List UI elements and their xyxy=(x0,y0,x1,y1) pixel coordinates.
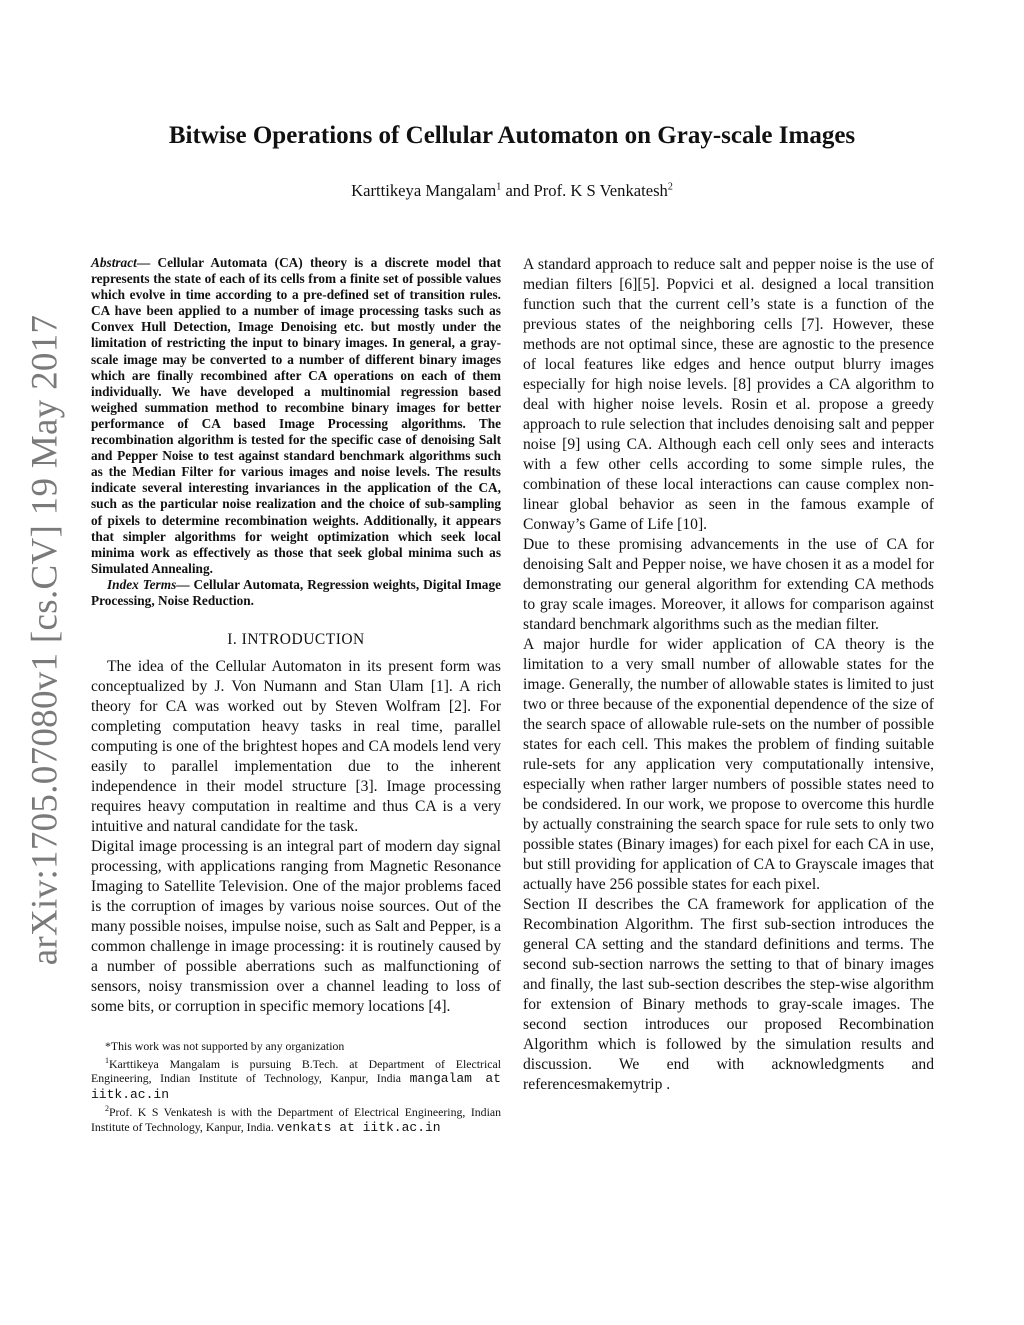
footnote-1-email: mangalam at iitk.ac.in xyxy=(91,1071,501,1102)
index-terms xyxy=(91,577,501,609)
footnote-funding: *This work was not supported by any organization xyxy=(105,1039,345,1054)
arxiv-identifier-stamp: arXiv:1705.07080v1 [cs.CV] 19 May 2017 xyxy=(24,314,66,966)
index-terms-lead: Index Terms xyxy=(107,576,177,592)
author-2-affiliation-mark: 2 xyxy=(667,181,673,193)
intro-paragraph: Due to these promising advancements in the use of CA for denoising Salt and Pepper noise, we have chosen it as a model for demonstrating our general algorithm for extending CA methods to gray scale images. Moreover, it allows for comparison against standard benchmark algorithms such as the median filter. xyxy=(523,536,934,633)
author-line xyxy=(0,181,1024,201)
abstract-lead: Abstract xyxy=(91,255,137,270)
footnote-2-text: Prof. K S Venkatesh is with the Department of Electrical Engineering, Indian Institute of Technology, Kanpur, India. xyxy=(91,1105,501,1134)
paper-title: Bitwise Operations of Cellular Automaton on Gray-scale Images xyxy=(168,122,856,149)
footnote-2-email: venkats at iitk.ac.in xyxy=(276,1119,441,1135)
footnote-author-2 xyxy=(91,1102,501,1135)
section-heading-introduction: I. INTRODUCTION xyxy=(227,631,365,649)
footnote-author-1 xyxy=(91,1054,501,1103)
footnote-2-mark: 2 xyxy=(105,1104,109,1114)
footnote-1-mark: 1 xyxy=(105,1055,109,1065)
intro-paragraph: Digital image processing is an integral part of modern day signal processing, with applications ranging from Magnetic Resonance Imaging to Satellite Television. One of the major problems faced is the corruption of images by various noise sources. Out of the many possible noises, impulse noise, such as Salt and Pepper, is a common challenge in image processing: it is routinely caused by a number of possible aberrations such as malfunctioning of sensors, noisy transmission over a channel leading to loss of some bits, or corruption in specific memory locations [4]. xyxy=(91,838,501,1016)
author-2-name: and Prof. K S Venkatesh xyxy=(501,181,668,200)
index-terms-body: — Cellular Automata, Regression weights, Digital Image Processing, Noise Reduction. xyxy=(91,576,501,608)
abstract-body: — Cellular Automata (CA) theory is a discrete model that represents the state of each of its cells from a finite set of possible values which evolve in time according to a pre-defined set of transition rules. CA have been applied to a number of image processing tasks such as Convex Hull Detection, Image Denoising etc. but mostly under the limitation of restricting the input to binary images. In general, a gray-scale image may be converted to a number of different binary images which are finally recombined after CA operations on each of them individually. We have developed a multinomial regression based weighed summation method to recombine binary images for better performance of CA based Image Processing algorithms. The recombination algorithm is tested for the specific case of denoising Salt and Pepper Noise to test against standard benchmark algorithms such as the Median Filter for various images and noise levels. The results indicate several interesting invariances in the application of the CA, such as the particular noise realization and the choice of sub-sampling of pixels to determine recombination weights. Additionally, it appears that simpler algorithms for weight optimization which seek local minima work as effectively as those that seek global minima such as Simulated Annealing. xyxy=(91,255,501,576)
footnote-1-text: Karttikeya Mangalam is pursuing B.Tech. at Department of Electrical Engineering, Indian Institute of Technology, Kanpur, India xyxy=(91,1056,501,1086)
left-column xyxy=(91,255,501,1135)
intro-paragraph: Section II describes the CA framework for application of the Recombination Algorithm. The first sub-section introduces the general CA setting and the standard definitions and terms. The second sub-section narrows the setting to that of binary images and finally, the last sub-section describes the step-wise algorithm for extension of Binary methods to gray-scale images. The second section introduces our proposed Recombination Algorithm which is followed by the simulation results and discussion. We end with acknowledgments and referencesmakemytrip . xyxy=(523,896,934,1093)
abstract xyxy=(91,255,501,577)
intro-paragraph: A standard approach to reduce salt and pepper noise is the use of median filters [6][5]. Popvici et al. designed a local transition function such that the current cell’s state is a function of the previous states of the neighboring cells [7]. However, these methods are not optimal since, these are agnostic to the presence of local features like edges and hence output blurry images especially for high noise levels. [8] provides a CA algorithm to deal with higher noise levels. Rosin et al. propose a greedy approach to rule selection that includes denoising salt and pepper noise [9] using CA. Although each cell only sees and interacts with a few other cells according to some simple rules, the combination of these local interactions can cause complex non-linear global behavior as seen in the famous example of Conway’s Game of Life [10]. xyxy=(523,256,934,533)
intro-paragraph: The idea of the Cellular Automaton in its present form was conceptualized by J. Von Numann and Stan Ulam [1]. A rich theory for CA was worked out by Steven Wolfram [2]. For completing computation heavy tasks in real time, parallel computing is one of the brightest hopes and CA models lend very easily to parallel implementation due to the inherent independence in their model structure [3]. Image processing requires heavy computation in realtime and thus CA is a very intuitive and natural candidate for the task. xyxy=(91,658,501,836)
author-1-affiliation-mark: 1 xyxy=(496,181,502,193)
author-1-name: Karttikeya Mangalam xyxy=(351,181,497,200)
right-column xyxy=(523,255,934,1095)
intro-paragraph: A major hurdle for wider application of CA theory is the limitation to a very small number of allowable states for the image. Generally, the number of allowable states is limited to just two or three because of the exponential dependence of the size of the search space of allowable rule-sets on the number of possible states for each cell. This makes the problem of finding suitable rule-sets for any application very computationally intensive, especially when rather larger numbers of possible states need to be condsidered. In our work, we propose to overcome this hurdle by actually constraining the search space for rule sets to only two possible states (Binary images) for each pixel for each CA in use, but still providing for application of CA to Grayscale images that actually have 256 possible states for each pixel. xyxy=(523,636,934,893)
